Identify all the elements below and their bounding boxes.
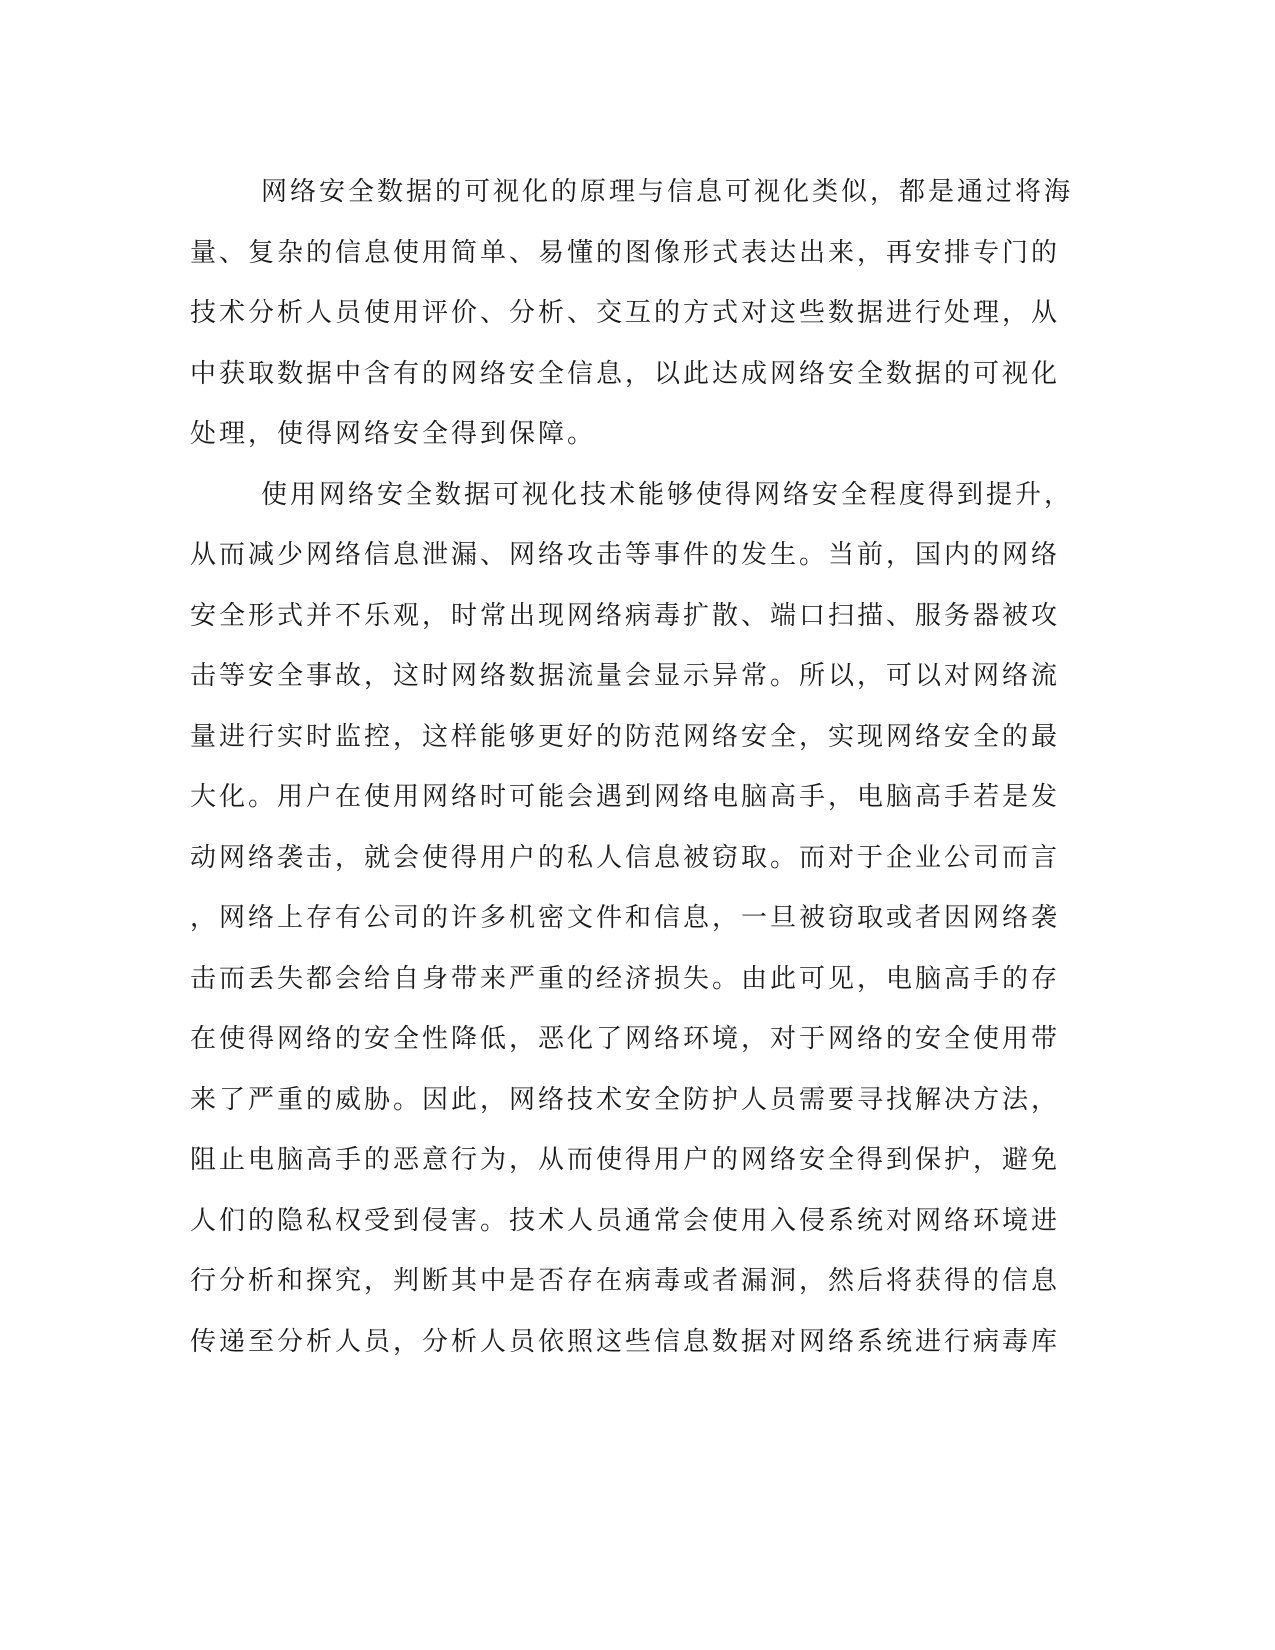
paragraph-2: [190, 465, 1090, 1373]
paragraph-line: 量、复杂的信息使用简单、易懂的图像形式表达出来，再安排专门的: [190, 237, 1061, 268]
paragraph-line: 人们的隐私权受到侵害。技术人员通常会使用入侵系统对网络环境进: [190, 1205, 1061, 1236]
paragraph-line: 安全形式并不乐观，时常出现网络病毒扩散、端口扫描、服务器被攻: [190, 600, 1061, 631]
paragraph-line: 处理，使得网络安全得到保障。: [190, 419, 597, 449]
paragraph-line: 击等安全事故，这时网络数据流量会显示异常。所以，可以对网络流: [190, 661, 1061, 691]
paragraph-line: 动网络袭击，就会使得用户的私人信息被窃取。而对于企业公司而言: [190, 842, 1061, 873]
paragraph-1: [190, 162, 1090, 465]
paragraph-line: ，网络上存有公司的许多机密文件和信息，一旦被窃取或者因网络袭: [190, 903, 1061, 933]
document-body: [190, 162, 1090, 1372]
paragraph-line: 大化。用户在使用网络时可能会遇到网络电脑高手，电脑高手若是发: [190, 782, 1061, 812]
paragraph-line: 在使得网络的安全性降低，恶化了网络环境，对于网络的安全使用带: [190, 1024, 1061, 1054]
paragraph-line: 行分析和探究，判断其中是否存在病毒或者漏洞，然后将获得的信息: [190, 1266, 1061, 1296]
paragraph-line: 使用网络安全数据可视化技术能够使得网络安全程度得到提升，: [261, 479, 1074, 510]
paragraph-line: 从而减少网络信息泄漏、网络攻击等事件的发生。当前，国内的网络: [190, 540, 1061, 570]
paragraph-line: 阻止电脑高手的恶意行为，从而使得用户的网络安全得到保护，避免: [190, 1145, 1061, 1175]
paragraph-line: 网络安全数据的可视化的原理与信息可视化类似，都是通过将海: [261, 177, 1074, 207]
paragraph-line: 技术分析人员使用评价、分析、交互的方式对这些数据进行处理，从: [190, 298, 1061, 328]
paragraph-line: 来了严重的威胁。因此，网络技术安全防护人员需要寻找解决方法，: [190, 1084, 1061, 1115]
paragraph-line: 击而丢失都会给自身带来严重的经济损失。由此可见，电脑高手的存: [190, 963, 1061, 994]
paragraph-line: 中获取数据中含有的网络安全信息，以此达成网络安全数据的可视化: [190, 358, 1061, 389]
paragraph-line: 传递至分析人员，分析人员依照这些信息数据对网络系统进行病毒库: [190, 1326, 1061, 1357]
paragraph-line: 量进行实时监控，这样能够更好的防范网络安全，实现网络安全的最: [190, 721, 1061, 752]
